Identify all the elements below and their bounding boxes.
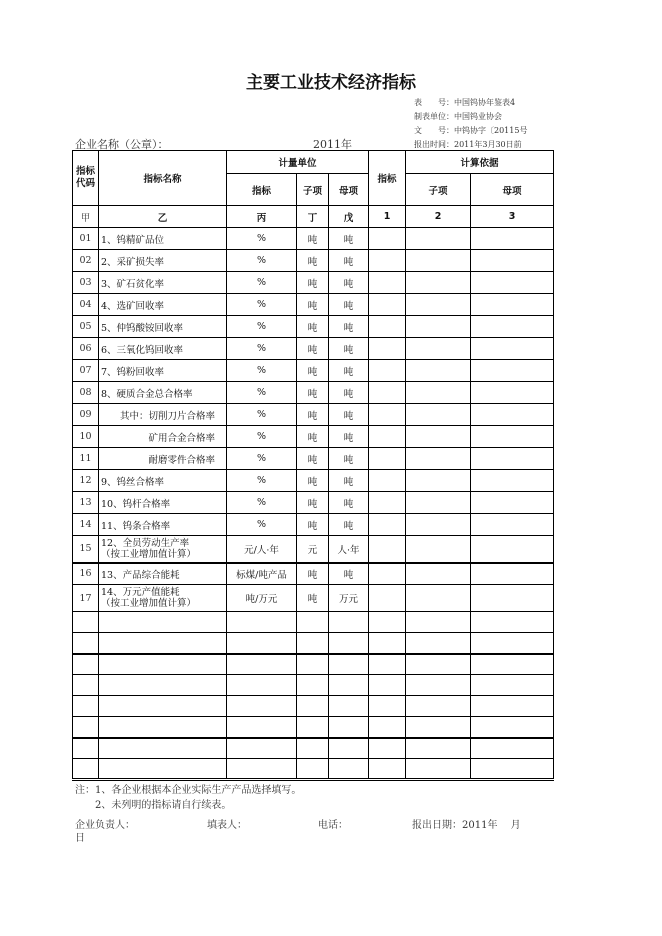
input-cell[interactable] bbox=[369, 585, 406, 612]
input-cell[interactable] bbox=[471, 759, 554, 780]
input-cell[interactable] bbox=[369, 536, 406, 563]
column-label: 戊 bbox=[329, 206, 369, 228]
input-cell[interactable] bbox=[369, 654, 406, 675]
row-unit: % bbox=[227, 294, 297, 316]
input-cell[interactable] bbox=[369, 272, 406, 294]
input-cell[interactable] bbox=[471, 696, 554, 717]
input-cell[interactable] bbox=[297, 696, 329, 717]
table-row bbox=[73, 316, 554, 338]
input-cell[interactable] bbox=[369, 717, 406, 738]
row-unit: % bbox=[227, 448, 297, 470]
row-name-line: （按工业增加值计算） bbox=[101, 598, 197, 609]
table-row bbox=[73, 492, 554, 514]
column-label: 1 bbox=[369, 206, 406, 228]
empty-row bbox=[73, 633, 554, 654]
row-code: 05 bbox=[73, 316, 99, 338]
footer-day: 日 bbox=[75, 833, 85, 844]
input-cell[interactable] bbox=[73, 738, 99, 759]
row-code: 14 bbox=[73, 514, 99, 536]
header-unit-sub: 子项 bbox=[297, 174, 329, 206]
row-code: 07 bbox=[73, 360, 99, 382]
row-name: 13、产品综合能耗 bbox=[99, 563, 227, 585]
row-sub-unit: 吨 bbox=[297, 492, 329, 514]
input-cell[interactable] bbox=[471, 360, 554, 382]
row-unit: % bbox=[227, 470, 297, 492]
input-cell[interactable] bbox=[99, 633, 227, 654]
input-cell[interactable] bbox=[369, 675, 406, 696]
input-cell[interactable] bbox=[227, 696, 297, 717]
input-cell[interactable] bbox=[227, 654, 297, 675]
header-code: 指标代码 bbox=[73, 151, 99, 206]
header-unit-parent: 母项 bbox=[329, 174, 369, 206]
input-cell[interactable] bbox=[73, 612, 99, 633]
row-parent-unit: 吨 bbox=[329, 250, 369, 272]
input-cell[interactable] bbox=[369, 612, 406, 633]
header-index: 指标 bbox=[369, 151, 406, 206]
input-cell[interactable] bbox=[227, 717, 297, 738]
input-cell[interactable] bbox=[406, 612, 471, 633]
row-code: 12 bbox=[73, 470, 99, 492]
column-label: 2 bbox=[406, 206, 471, 228]
row-code: 03 bbox=[73, 272, 99, 294]
input-cell[interactable] bbox=[99, 696, 227, 717]
table-row bbox=[73, 536, 554, 563]
row-parent-unit: 吨 bbox=[329, 316, 369, 338]
input-cell[interactable] bbox=[227, 633, 297, 654]
input-cell[interactable] bbox=[297, 654, 329, 675]
input-cell[interactable] bbox=[471, 426, 554, 448]
input-cell[interactable] bbox=[406, 272, 471, 294]
input-cell[interactable] bbox=[99, 717, 227, 738]
column-label: 甲 bbox=[73, 206, 99, 228]
header-unit-index: 指标 bbox=[227, 174, 297, 206]
row-code: 04 bbox=[73, 294, 99, 316]
input-cell[interactable] bbox=[73, 717, 99, 738]
header-calc-group: 计算依据 bbox=[406, 151, 554, 174]
table-row bbox=[73, 563, 554, 585]
row-unit: % bbox=[227, 228, 297, 250]
input-cell[interactable] bbox=[471, 294, 554, 316]
input-cell[interactable] bbox=[369, 404, 406, 426]
row-unit: % bbox=[227, 404, 297, 426]
input-cell[interactable] bbox=[73, 759, 99, 780]
row-sub-unit: 吨 bbox=[297, 563, 329, 585]
row-parent-unit: 吨 bbox=[329, 514, 369, 536]
footer-phone: 电话： bbox=[318, 820, 348, 831]
row-code: 01 bbox=[73, 228, 99, 250]
row-unit: % bbox=[227, 338, 297, 360]
row-code: 15 bbox=[73, 536, 99, 563]
empty-row bbox=[73, 654, 554, 675]
input-cell[interactable] bbox=[471, 717, 554, 738]
table-row bbox=[73, 228, 554, 250]
input-cell[interactable] bbox=[369, 250, 406, 272]
row-name: 4、选矿回收率 bbox=[99, 294, 227, 316]
row-name: 耐磨零件合格率 bbox=[99, 448, 227, 470]
row-parent-unit: 吨 bbox=[329, 563, 369, 585]
empty-row bbox=[73, 717, 554, 738]
row-name: 其中：切削刀片合格率 bbox=[99, 404, 227, 426]
input-cell[interactable] bbox=[329, 759, 369, 780]
input-cell[interactable] bbox=[329, 675, 369, 696]
input-cell[interactable] bbox=[369, 228, 406, 250]
input-cell[interactable] bbox=[329, 696, 369, 717]
input-cell[interactable] bbox=[406, 717, 471, 738]
input-cell[interactable] bbox=[406, 738, 471, 759]
input-cell[interactable] bbox=[369, 448, 406, 470]
input-cell[interactable] bbox=[329, 717, 369, 738]
header-unit-group: 计量单位 bbox=[227, 151, 369, 174]
note-2: 2、未列明的指标请自行续表。 bbox=[75, 800, 232, 811]
table-row bbox=[73, 382, 554, 404]
input-cell[interactable] bbox=[406, 470, 471, 492]
row-name: 3、矿石贫化率 bbox=[99, 272, 227, 294]
table-row bbox=[73, 338, 554, 360]
row-unit: 元/人·年 bbox=[227, 536, 297, 563]
column-label: 乙 bbox=[99, 206, 227, 228]
table-row bbox=[73, 585, 554, 612]
company-name-label: 企业名称（公章）： bbox=[75, 138, 169, 151]
input-cell[interactable] bbox=[406, 404, 471, 426]
row-parent-unit: 吨 bbox=[329, 470, 369, 492]
row-sub-unit: 吨 bbox=[297, 426, 329, 448]
table-row bbox=[73, 294, 554, 316]
row-code: 11 bbox=[73, 448, 99, 470]
row-name bbox=[99, 536, 227, 563]
input-cell[interactable] bbox=[369, 514, 406, 536]
input-cell[interactable] bbox=[471, 536, 554, 563]
indicator-table bbox=[72, 150, 554, 781]
row-parent-unit: 吨 bbox=[329, 382, 369, 404]
empty-row bbox=[73, 696, 554, 717]
report-year: 2011年 bbox=[313, 138, 352, 151]
table-row bbox=[73, 272, 554, 294]
row-name: 8、硬质合金总合格率 bbox=[99, 382, 227, 404]
input-cell[interactable] bbox=[406, 633, 471, 654]
row-name bbox=[99, 585, 227, 612]
input-cell[interactable] bbox=[297, 759, 329, 780]
row-unit: 标煤/吨产品 bbox=[227, 563, 297, 585]
input-cell[interactable] bbox=[406, 563, 471, 585]
input-cell[interactable] bbox=[406, 338, 471, 360]
row-parent-unit: 吨 bbox=[329, 404, 369, 426]
row-parent-unit: 吨 bbox=[329, 272, 369, 294]
input-cell[interactable] bbox=[471, 250, 554, 272]
input-cell[interactable] bbox=[73, 654, 99, 675]
input-cell[interactable] bbox=[471, 563, 554, 585]
input-cell[interactable] bbox=[406, 696, 471, 717]
meta-table-no: 表 号：中国钨协年鉴表4 bbox=[414, 98, 516, 107]
row-name: 5、仲钨酸铵回收率 bbox=[99, 316, 227, 338]
row-code: 06 bbox=[73, 338, 99, 360]
input-cell[interactable] bbox=[99, 612, 227, 633]
row-parent-unit: 吨 bbox=[329, 448, 369, 470]
table-row bbox=[73, 448, 554, 470]
input-cell[interactable] bbox=[227, 759, 297, 780]
input-cell[interactable] bbox=[406, 382, 471, 404]
input-cell[interactable] bbox=[73, 633, 99, 654]
row-sub-unit: 吨 bbox=[297, 294, 329, 316]
row-code: 02 bbox=[73, 250, 99, 272]
row-name: 7、钨粉回收率 bbox=[99, 360, 227, 382]
input-cell[interactable] bbox=[369, 696, 406, 717]
input-cell[interactable] bbox=[406, 250, 471, 272]
input-cell[interactable] bbox=[406, 294, 471, 316]
row-sub-unit: 吨 bbox=[297, 316, 329, 338]
input-cell[interactable] bbox=[369, 563, 406, 585]
input-cell[interactable] bbox=[471, 738, 554, 759]
input-cell[interactable] bbox=[297, 633, 329, 654]
column-label: 丙 bbox=[227, 206, 297, 228]
column-label: 丁 bbox=[297, 206, 329, 228]
empty-row bbox=[73, 612, 554, 633]
input-cell[interactable] bbox=[297, 738, 329, 759]
meta-issuer: 制表单位：中国钨业协会 bbox=[414, 112, 502, 121]
input-cell[interactable] bbox=[99, 675, 227, 696]
empty-row bbox=[73, 738, 554, 759]
row-code: 10 bbox=[73, 426, 99, 448]
input-cell[interactable] bbox=[471, 675, 554, 696]
input-cell[interactable] bbox=[329, 633, 369, 654]
row-unit: % bbox=[227, 382, 297, 404]
row-parent-unit: 万元 bbox=[329, 585, 369, 612]
row-name: 6、三氧化钨回收率 bbox=[99, 338, 227, 360]
input-cell[interactable] bbox=[406, 759, 471, 780]
input-cell[interactable] bbox=[369, 633, 406, 654]
row-sub-unit: 吨 bbox=[297, 448, 329, 470]
row-sub-unit: 吨 bbox=[297, 514, 329, 536]
row-name: 2、采矿损失率 bbox=[99, 250, 227, 272]
row-name-line: 12、全员劳动生产率 bbox=[101, 537, 190, 549]
row-unit: 吨/万元 bbox=[227, 585, 297, 612]
input-cell[interactable] bbox=[471, 633, 554, 654]
row-code: 17 bbox=[73, 585, 99, 612]
row-code: 13 bbox=[73, 492, 99, 514]
input-cell[interactable] bbox=[406, 675, 471, 696]
header-name: 指标名称 bbox=[99, 151, 227, 206]
input-cell[interactable] bbox=[406, 536, 471, 563]
row-parent-unit: 吨 bbox=[329, 294, 369, 316]
input-cell[interactable] bbox=[406, 585, 471, 612]
table-row bbox=[73, 250, 554, 272]
header-calc-sub: 子项 bbox=[406, 174, 471, 206]
row-parent-unit: 吨 bbox=[329, 426, 369, 448]
table-row bbox=[73, 360, 554, 382]
row-parent-unit: 人·年 bbox=[329, 536, 369, 563]
row-unit: % bbox=[227, 492, 297, 514]
input-cell[interactable] bbox=[471, 585, 554, 612]
input-cell[interactable] bbox=[471, 448, 554, 470]
row-name: 11、钨条合格率 bbox=[99, 514, 227, 536]
input-cell[interactable] bbox=[369, 360, 406, 382]
input-cell[interactable] bbox=[471, 316, 554, 338]
input-cell[interactable] bbox=[369, 426, 406, 448]
input-cell[interactable] bbox=[406, 316, 471, 338]
input-cell[interactable] bbox=[329, 738, 369, 759]
row-sub-unit: 吨 bbox=[297, 404, 329, 426]
row-sub-unit: 吨 bbox=[297, 382, 329, 404]
row-parent-unit: 吨 bbox=[329, 492, 369, 514]
row-name: 矿用合金合格率 bbox=[99, 426, 227, 448]
input-cell[interactable] bbox=[297, 612, 329, 633]
row-parent-unit: 吨 bbox=[329, 338, 369, 360]
input-cell[interactable] bbox=[99, 738, 227, 759]
meta-doc-no: 文 号：中钨协字〔20115号 bbox=[414, 126, 528, 135]
page-title: 主要工业技术经济指标 bbox=[246, 73, 416, 93]
input-cell[interactable] bbox=[471, 404, 554, 426]
input-cell[interactable] bbox=[73, 675, 99, 696]
input-cell[interactable] bbox=[369, 382, 406, 404]
footer-filler: 填表人： bbox=[207, 820, 247, 831]
row-sub-unit: 元 bbox=[297, 536, 329, 563]
input-cell[interactable] bbox=[471, 492, 554, 514]
row-unit: % bbox=[227, 426, 297, 448]
row-code: 09 bbox=[73, 404, 99, 426]
input-cell[interactable] bbox=[227, 612, 297, 633]
input-cell[interactable] bbox=[471, 514, 554, 536]
input-cell[interactable] bbox=[369, 738, 406, 759]
meta-deadline: 报出时间：2011年3月30日前 bbox=[414, 140, 522, 149]
input-cell[interactable] bbox=[471, 654, 554, 675]
column-label: 3 bbox=[471, 206, 554, 228]
input-cell[interactable] bbox=[99, 654, 227, 675]
input-cell[interactable] bbox=[99, 759, 227, 780]
input-cell[interactable] bbox=[369, 759, 406, 780]
footer-date: 报出日期：2011年 月 bbox=[412, 820, 521, 831]
input-cell[interactable] bbox=[369, 492, 406, 514]
row-sub-unit: 吨 bbox=[297, 272, 329, 294]
input-cell[interactable] bbox=[297, 675, 329, 696]
input-cell[interactable] bbox=[406, 448, 471, 470]
row-unit: % bbox=[227, 360, 297, 382]
input-cell[interactable] bbox=[471, 228, 554, 250]
empty-row bbox=[73, 675, 554, 696]
row-code: 16 bbox=[73, 563, 99, 585]
row-sub-unit: 吨 bbox=[297, 470, 329, 492]
input-cell[interactable] bbox=[369, 470, 406, 492]
table-row bbox=[73, 514, 554, 536]
input-cell[interactable] bbox=[297, 717, 329, 738]
row-name: 1、钨精矿品位 bbox=[99, 228, 227, 250]
input-cell[interactable] bbox=[227, 738, 297, 759]
input-cell[interactable] bbox=[406, 228, 471, 250]
row-parent-unit: 吨 bbox=[329, 228, 369, 250]
table-row bbox=[73, 426, 554, 448]
header-calc-parent: 母项 bbox=[471, 174, 554, 206]
row-name: 9、钨丝合格率 bbox=[99, 470, 227, 492]
input-cell[interactable] bbox=[471, 612, 554, 633]
row-sub-unit: 吨 bbox=[297, 228, 329, 250]
row-name-line: 14、万元产值能耗 bbox=[101, 587, 180, 598]
input-cell[interactable] bbox=[406, 492, 471, 514]
row-name: 10、钨杆合格率 bbox=[99, 492, 227, 514]
footer-leader: 企业负责人： bbox=[75, 820, 135, 831]
input-cell[interactable] bbox=[471, 470, 554, 492]
input-cell[interactable] bbox=[369, 338, 406, 360]
row-parent-unit: 吨 bbox=[329, 360, 369, 382]
table-row bbox=[73, 404, 554, 426]
table-row bbox=[73, 470, 554, 492]
input-cell[interactable] bbox=[329, 612, 369, 633]
input-cell[interactable] bbox=[406, 514, 471, 536]
input-cell[interactable] bbox=[471, 338, 554, 360]
row-unit: % bbox=[227, 250, 297, 272]
note-1: 注：1、各企业根据本企业实际生产产品选择填写。 bbox=[75, 785, 302, 796]
row-sub-unit: 吨 bbox=[297, 250, 329, 272]
empty-row bbox=[73, 759, 554, 780]
row-code: 08 bbox=[73, 382, 99, 404]
input-cell[interactable] bbox=[406, 654, 471, 675]
input-cell[interactable] bbox=[406, 360, 471, 382]
input-cell[interactable] bbox=[406, 426, 471, 448]
input-cell[interactable] bbox=[369, 316, 406, 338]
input-cell[interactable] bbox=[329, 654, 369, 675]
row-sub-unit: 吨 bbox=[297, 585, 329, 612]
row-unit: % bbox=[227, 272, 297, 294]
input-cell[interactable] bbox=[369, 294, 406, 316]
input-cell[interactable] bbox=[471, 382, 554, 404]
row-name-line: （按工业增加值计算） bbox=[101, 548, 197, 560]
row-unit: % bbox=[227, 316, 297, 338]
input-cell[interactable] bbox=[227, 675, 297, 696]
input-cell[interactable] bbox=[73, 696, 99, 717]
input-cell[interactable] bbox=[471, 272, 554, 294]
row-sub-unit: 吨 bbox=[297, 360, 329, 382]
row-unit: % bbox=[227, 514, 297, 536]
row-sub-unit: 吨 bbox=[297, 338, 329, 360]
